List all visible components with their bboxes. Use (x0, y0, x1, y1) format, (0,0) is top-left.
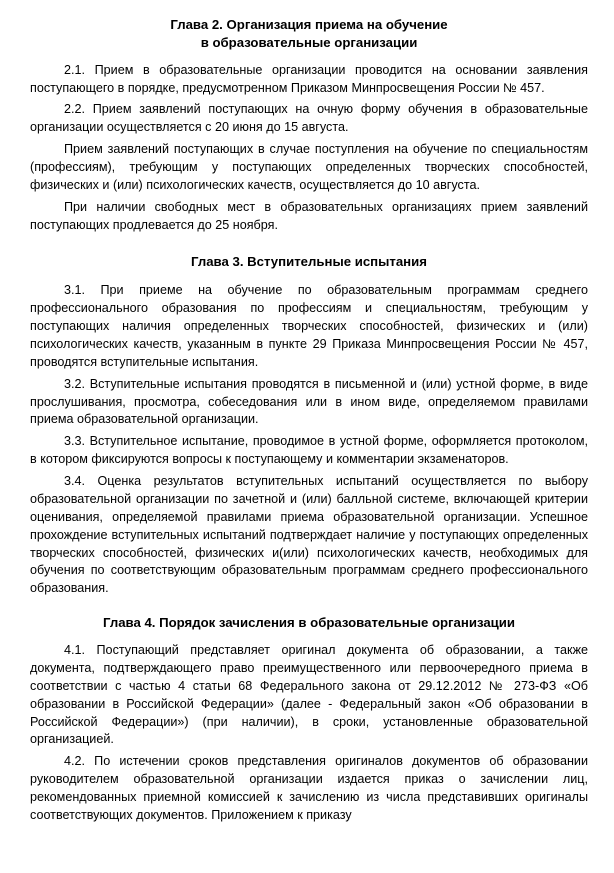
chapter-2-heading-line-2: в образовательные организации (200, 34, 418, 50)
paragraph-4-2: 4.2. По истечении сроков представления оригиналов документов об образовании руководителем образовательной организации издается приказ о зачислении лиц, рекомендованных приемной комиссией к зачислению из числа представивших оригиналы соответствующих документов. Приложением к приказу (30, 754, 588, 822)
chapter-4-heading: Глава 4. Порядок зачисления в образовательные организации (103, 615, 515, 631)
chapter-2-heading-line-1: Глава 2. Организация приема на обучение (170, 17, 448, 32)
paragraph-3-2: 3.2. Вступительные испытания проводятся в письменной и (или) устной форме, в виде прослушивания, просмотра, собеседования или в ином виде, определяемом правилами приема образовательной организации. (30, 376, 588, 427)
chapter-3-heading: Глава 3. Вступительные испытания (191, 253, 427, 269)
chapter-2-heading (30, 16, 588, 52)
paragraph-4-1: 4.1. Поступающий представляет оригинал документа об образовании, а также документа, подтверждающего право преимущественного или первоочередного приема в соответствии с частью 4 статьи 68 Федерального закона от 29.12.2012 № 273-ФЗ «Об образовании в Российской Федерации» (далее - Федеральный закон «Об образовании в Российской Федерации») (при наличии), в сроки, установленные образовательной организацией. (30, 643, 588, 747)
paragraph-2-2-creative: Прием заявлений поступающих в случае поступления на обучение по специальностям (профессиям), требующим у поступающих определенных творческих способностей, физических и (или) психологических качеств, осуществляется до 10 августа. (30, 142, 588, 192)
paragraph-2-2-free-places: При наличии свободных мест в образовательных организациях прием заявлений поступающих продлевается до 25 ноября. (30, 199, 588, 232)
paragraph-2-2: 2.2. Прием заявлений поступающих на очную форму обучения в образовательные организации осуществляется с 20 июня до 15 августа. (30, 102, 588, 135)
paragraph-2-1: 2.1. Прием в образовательные организации проводится на основании заявления поступающего в порядке, предусмотренном Приказом Минпросвещения России № 457. (30, 62, 588, 95)
paragraph-3-4: 3.4. Оценка результатов вступительных испытаний осуществляется по выбору образовательной организации по зачетной и (или) балльной системе, включающей критерии оценивания, определяемой правилами приема образовательной организации. Успешное прохождение вступительных испытаний подтверждает наличие у поступающих определенных творческих способностей, физических и(или) психологических качеств, необходимых для обучения по соответствующим образовательным программам среднего профессионального образования. (30, 474, 588, 596)
paragraph-3-1: 3.1. При приеме на обучение по образовательным программам среднего профессионального образования по профессиям и специальностям, требующим у поступающих наличия определенных творческих способностей, физических и (или) психологических качеств, указанным в пункте 29 Приказа Минпросвещения России № 457, проводятся вступительные испытания. (30, 283, 588, 369)
paragraph-3-3: 3.3. Вступительное испытание, проводимое в устной форме, оформляется протоколом, в котором фиксируются вопросы к поступающему и комментарии экзаменаторов. (30, 434, 588, 467)
